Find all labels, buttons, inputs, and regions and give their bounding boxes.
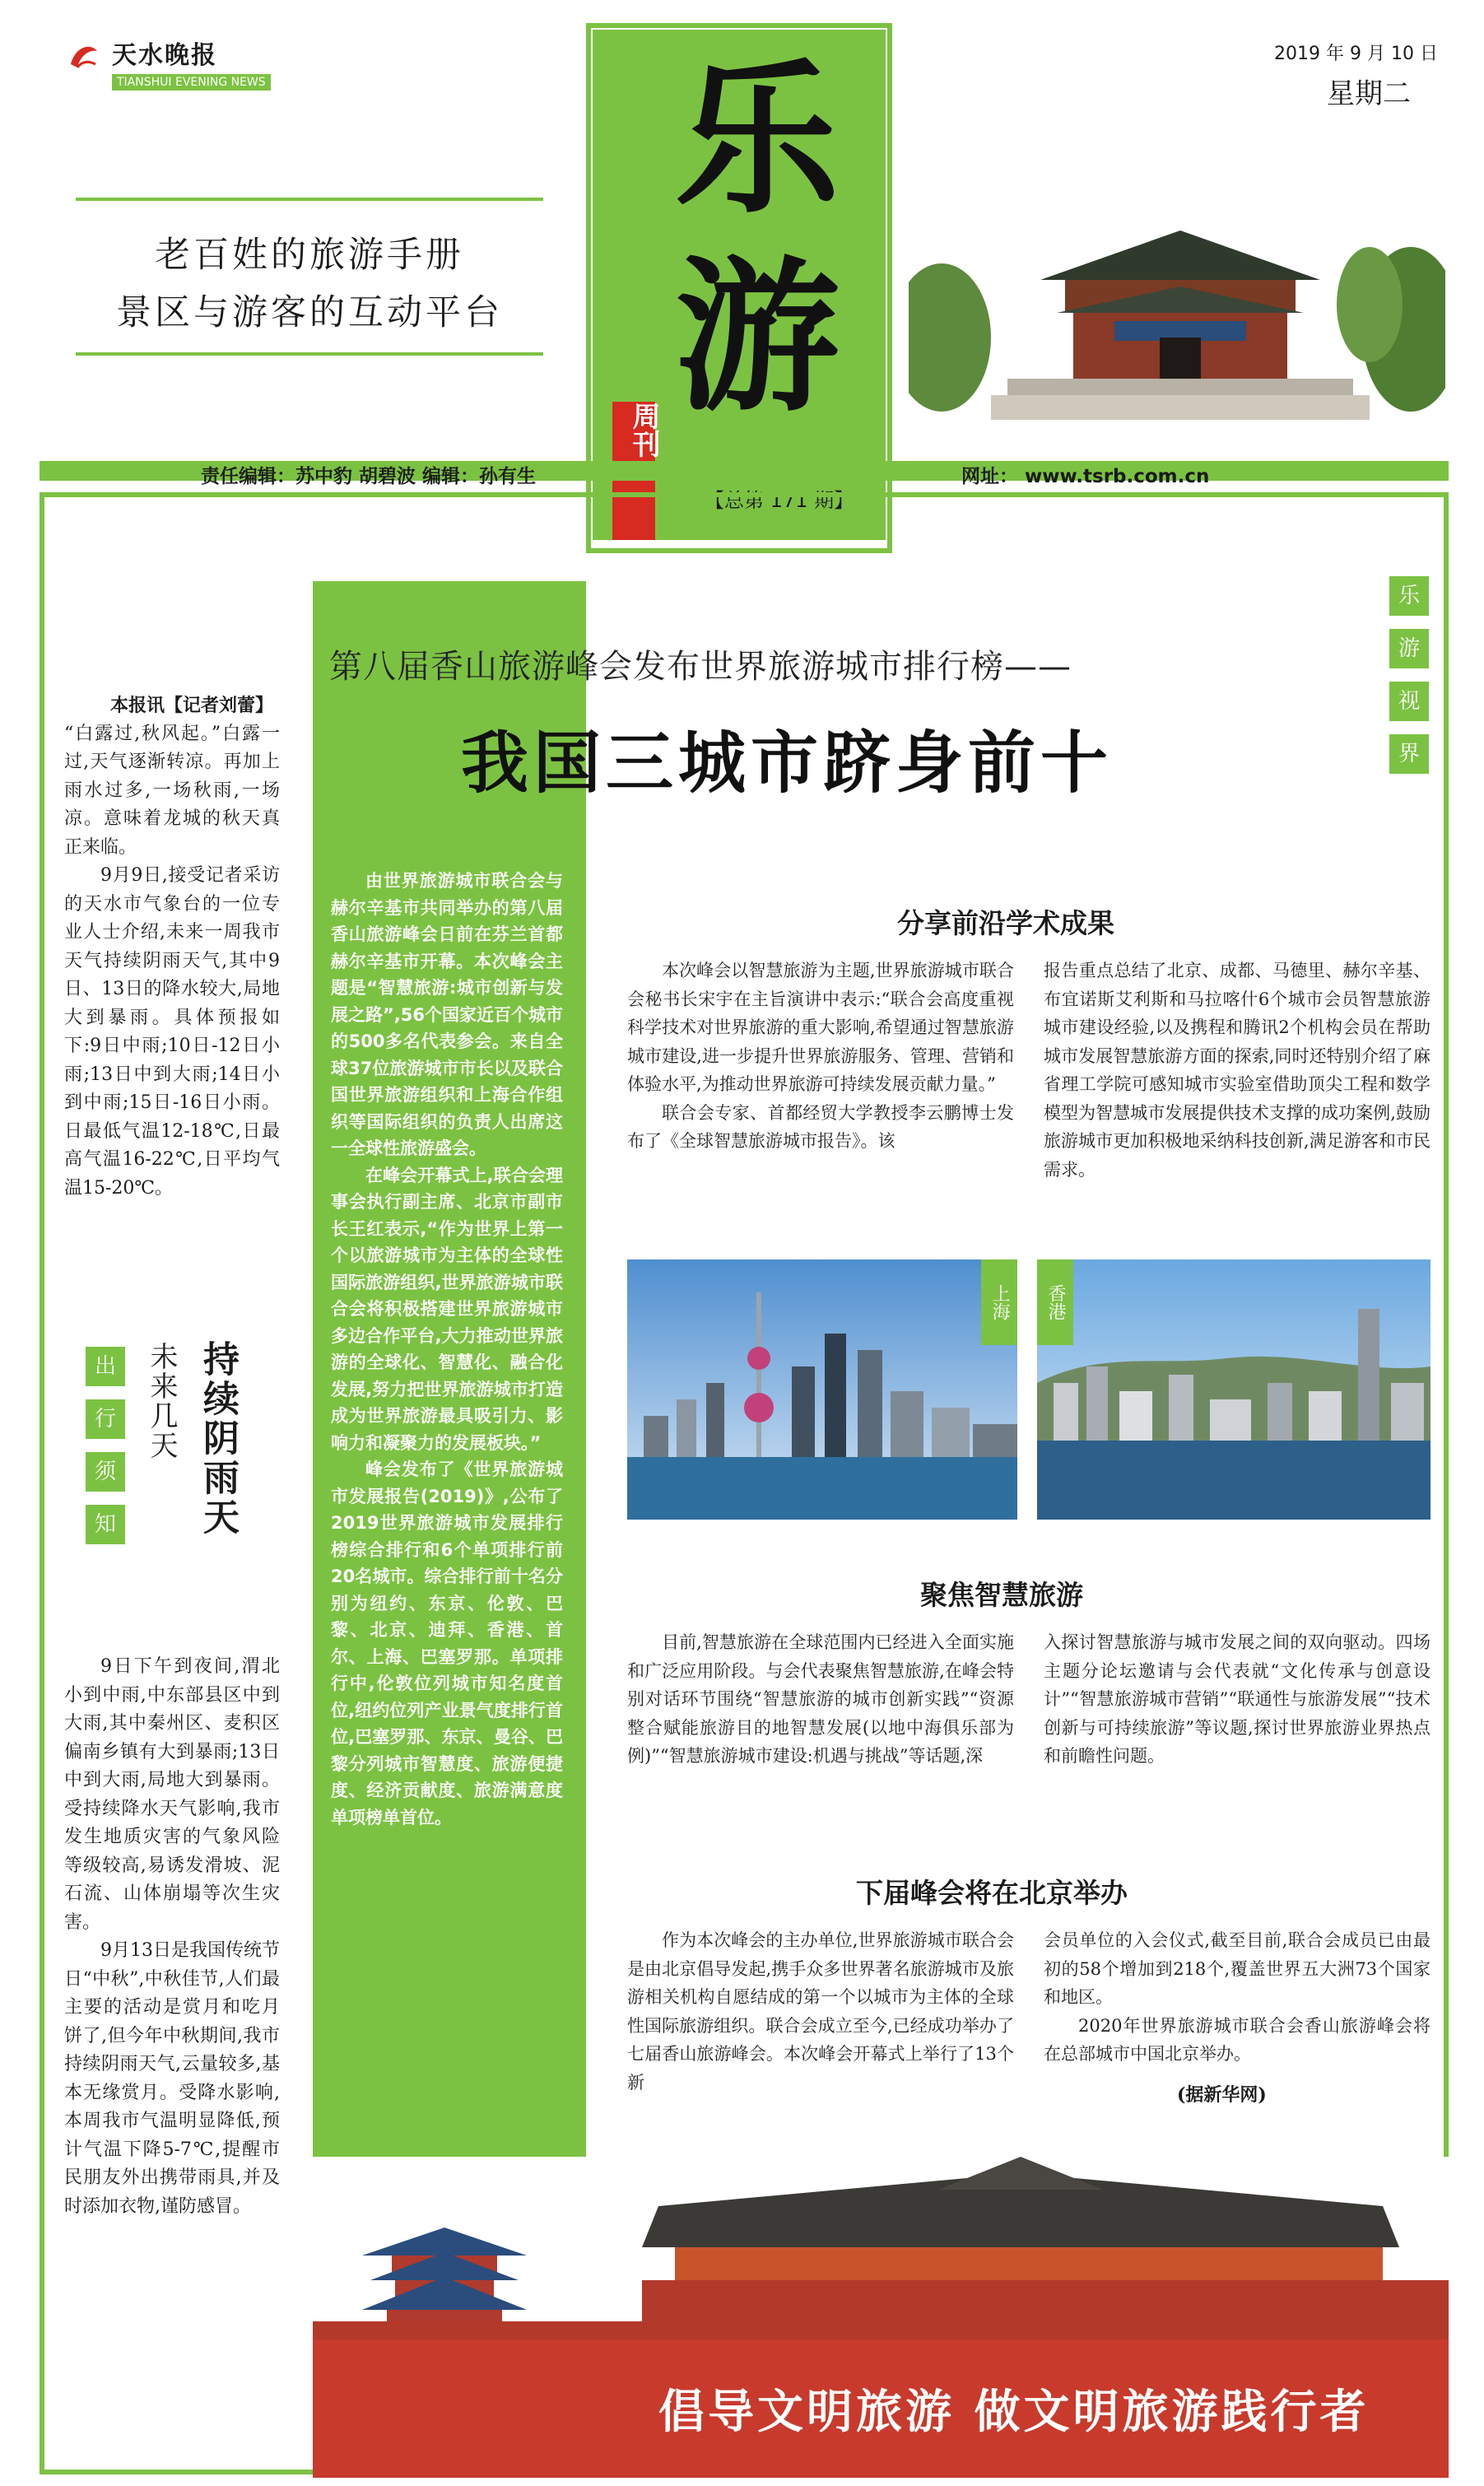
- paper-name-english: TIANSHUI EVENING NEWS: [112, 74, 271, 91]
- section-2-right-column: [1044, 1628, 1431, 1771]
- weekly-tag-text: 周刊: [627, 402, 660, 458]
- notice-chip-3: 须: [86, 1452, 125, 1492]
- column-label: [1389, 576, 1431, 787]
- section-1-left-paragraph-2: 联合会专家、首都经贸大学教授李云鹏博士发布了《全球智慧旅游城市报告》。该: [627, 1102, 1014, 1151]
- column-label-char-2: 游: [1389, 629, 1429, 668]
- travel-notice-label: [86, 1347, 127, 1557]
- notice-chip-4: 知: [86, 1505, 125, 1544]
- shanghai-photo: [627, 1259, 1017, 1520]
- article-kicker: 第八届香山旅游峰会发布世界旅游城市排行榜——: [329, 648, 1072, 686]
- weather-headline: 持续阴雨天: [197, 1340, 239, 1538]
- shanghai-label: 上海: [981, 1259, 1017, 1345]
- hongkong-photo: [1037, 1259, 1431, 1520]
- slogan-line-1: 老百姓的旅游手册: [155, 235, 464, 276]
- publication-date: 2019 年 9 月 10 日: [1274, 44, 1438, 64]
- section-1-title: 分享前沿学术成果: [897, 907, 1114, 939]
- reporter-byline: 本报讯【记者刘蕾】: [110, 695, 274, 716]
- newspaper-logo-icon: [66, 40, 102, 76]
- section-1-right-paragraph-1: 报告重点总结了北京、成都、马德里、赫尔辛基、布宜诺斯艾利斯和马拉喀什6个城市会员智慧旅游城市建设经验,以及携程和腾讯2个机构会员在帮助城市发展智慧旅游方面的探索,同时还特别介绍了麻省理工学院可感知城市实验室借助顶尖工程和数学模型为智慧城市发展提供技术支撑的成功案例,鼓励旅游城市更加积极地采纳科技创新,满足游客和市民需求。: [1044, 961, 1431, 1180]
- hongkong-skyline-image: [1037, 1259, 1431, 1520]
- paper-name: 天水晚报: [112, 41, 217, 70]
- article-headline: 我国三城市跻身前十: [461, 724, 1114, 803]
- intro-paragraph-2: 在峰会开幕式上,联合会理事会执行副主席、北京市副市长王红表示,“作为世界上第一个以旅游城市为主体的全球性国际旅游组织,世界旅游城市联合会将积极搭建世界旅游城市多边合作平台,大力推动世界旅游的全球化、智慧化、融合化发展,努力把世界旅游城市打造成为世界旅游最具吸引力、影响力和凝聚力的发展板块。”: [331, 1165, 563, 1453]
- slogan-line-2: 景区与游客的互动平台: [116, 292, 503, 333]
- weekday: 星期二: [1327, 77, 1411, 110]
- section-2-left-paragraph-1: 目前,智慧旅游在全球范围内已经进入全面实施和广泛应用阶段。与会代表聚焦智慧旅游,在峰会特别对话环节围绕“智慧旅游的城市创新实践”“资源整合赋能旅游目的地智慧发展(以地中海俱乐部为例)”“智慧旅游城市建设:机遇与挑战”等话题,深: [627, 1632, 1014, 1766]
- weather-subheadline: 未来几天: [145, 1342, 178, 1460]
- section-2-title: 聚焦智慧旅游: [920, 1579, 1083, 1611]
- section-3-title: 下届峰会将在北京举办: [856, 1877, 1128, 1909]
- intro-paragraph-3: 峰会发布了《世界旅游城市发展报告(2019)》,公布了2019世界旅游城市发展排行榜综合排行和6个单项排行前20名城市。综合排行前十名分别为纽约、东京、伦敦、巴黎、北京、迪拜、香港、首尔、上海、巴塞罗那。单项排行中,伦敦位列城市知名度首位,纽约位列产业景气度排行首位,巴塞罗那、东京、曼谷、巴黎分列城市智慧度、旅游便捷度、经济贡献度、旅游满意度单项榜单首位。: [331, 1459, 563, 1827]
- weather-paragraph-1: “白露过,秋风起。”白露一过,天气逐渐转凉。再加上雨水过多,一场秋雨,一场凉。意味着龙城的秋天真正来临。: [64, 723, 280, 858]
- section-2-left-column: [627, 1628, 1014, 1771]
- column-label-char-4: 界: [1389, 734, 1429, 774]
- weather-column-lower: [64, 1653, 280, 2221]
- section-3-right-paragraph-2: 2020年世界旅游城市联合会香山旅游峰会将在总部城市中国北京举办。: [1044, 2015, 1431, 2064]
- weather-paragraph-3: 9日下午到夜间,渭北小到中雨,中东部县区中到大雨,其中秦州区、麦积区偏南乡镇有大到暴雨;13日中到大雨,局地大到暴雨。受持续降水天气影响,我市发生地质灾害的气象风险等级较高,易诱发滑坡、泥石流、山体崩塌等次生灾害。: [64, 1656, 280, 1933]
- shanghai-skyline-image: [627, 1259, 1017, 1520]
- website-address[interactable]: 网址： www.tsrb.com.cn: [961, 466, 1210, 487]
- section-1-left-column: [627, 957, 1014, 1156]
- column-label-char-3: 视: [1389, 682, 1429, 721]
- intro-text: [331, 868, 563, 1831]
- notice-chip-1: 出: [86, 1347, 125, 1386]
- banner-slogan: 倡导文明旅游 做文明旅游践行者: [658, 2386, 1370, 2439]
- weather-column: [64, 691, 280, 1203]
- editor-credits: 责任编辑：苏中豹 胡碧波 编辑：孙有生: [201, 466, 537, 487]
- source-credit: (据新华网): [1177, 2084, 1267, 2106]
- section-3-right-column: [1044, 1926, 1431, 2069]
- issue-number: 【总第 171 期】: [705, 489, 854, 512]
- column-label-char-1: 乐: [1389, 576, 1429, 616]
- intro-paragraph-1: 由世界旅游城市联合会与赫尔辛基市共同举办的第八届香山旅游峰会日前在芬兰首都赫尔辛基市开幕。本次峰会主题是“智慧旅游:城市创新与发展之路”,56个国家近百个城市的500多名代表参会。来自全球37位旅游城市市长以及联合国世界旅游组织和上海合作组织等国际组织的负责人出席这一全球性旅游盛会。: [331, 871, 564, 1158]
- section-3-left-paragraph-1: 作为本次峰会的主办单位,世界旅游城市联合会是由北京倡导发起,携手众多世界著名旅游城市及旅游相关机构自愿结成的第一个以城市为主体的全球性国际旅游组织。联合会成立至今,已经成功举办了七届香山旅游峰会。本次峰会开幕式上举行了13个新: [627, 1930, 1014, 2093]
- temple-of-heaven-illustration: [313, 2157, 1449, 2346]
- hongkong-label: 香港: [1037, 1259, 1073, 1345]
- title-character-1: 乐: [675, 43, 840, 236]
- slogan-box: [76, 198, 543, 356]
- section-1-right-column: [1044, 957, 1431, 1184]
- section-1-left-paragraph-1: 本次峰会以智慧旅游为主题,世界旅游城市联合会秘书长宋宇在主旨演讲中表示:“联合会高度重视科学技术对世界旅游的重大影响,希望通过智慧旅游城市建设,进一步提升世界旅游服务、管理、营销和体验水平,为推动世界旅游可持续发展贡献力量。”: [627, 961, 1014, 1094]
- temple-gate-photo: [909, 214, 1445, 420]
- weather-paragraph-2: 9月9日,接受记者采访的天水市气象台的一位专业人士介绍,未来一周我市天气持续阴雨天气,其中9日、13日的降水较大,局地大到暴雨。具体预报如下:9日中雨;10日-12日小雨;13日中到大雨;14日小到中雨;15日-16日小雨。日最低气温12-18℃,日最高气温16-22℃,日平均气温15-20℃。: [64, 865, 280, 1199]
- section-2-right-paragraph-1: 入探讨智慧旅游与城市发展之间的双向驱动。四场主题分论坛邀请与会代表就“文化传承与创意设计”“智慧旅游城市营销”“联通性与旅游发展”“技术创新与可持续旅游”等议题,探讨世界旅游业界热点和前瞻性问题。: [1044, 1632, 1431, 1766]
- section-3-right-paragraph-1: 会员单位的入会仪式,截至目前,联合会成员已由最初的58个增加到218个,覆盖世界五大洲73个国家和地区。: [1044, 1930, 1431, 2007]
- section-3-left-column: [627, 1926, 1014, 2097]
- weather-paragraph-4: 9月13日是我国传统节日“中秋”,中秋佳节,人们最主要的活动是赏月和吃月饼了,但今年中秋期间,我市持续阴雨天气,云量较多,基本无缘赏月。受降水影响,本周我市气温明显降低,预计气温下降5-7℃,提醒市民朋友外出携带雨具,并及时添加衣物,谨防感冒。: [64, 1940, 280, 2217]
- title-character-2: 游: [675, 240, 840, 434]
- notice-chip-2: 行: [86, 1399, 125, 1439]
